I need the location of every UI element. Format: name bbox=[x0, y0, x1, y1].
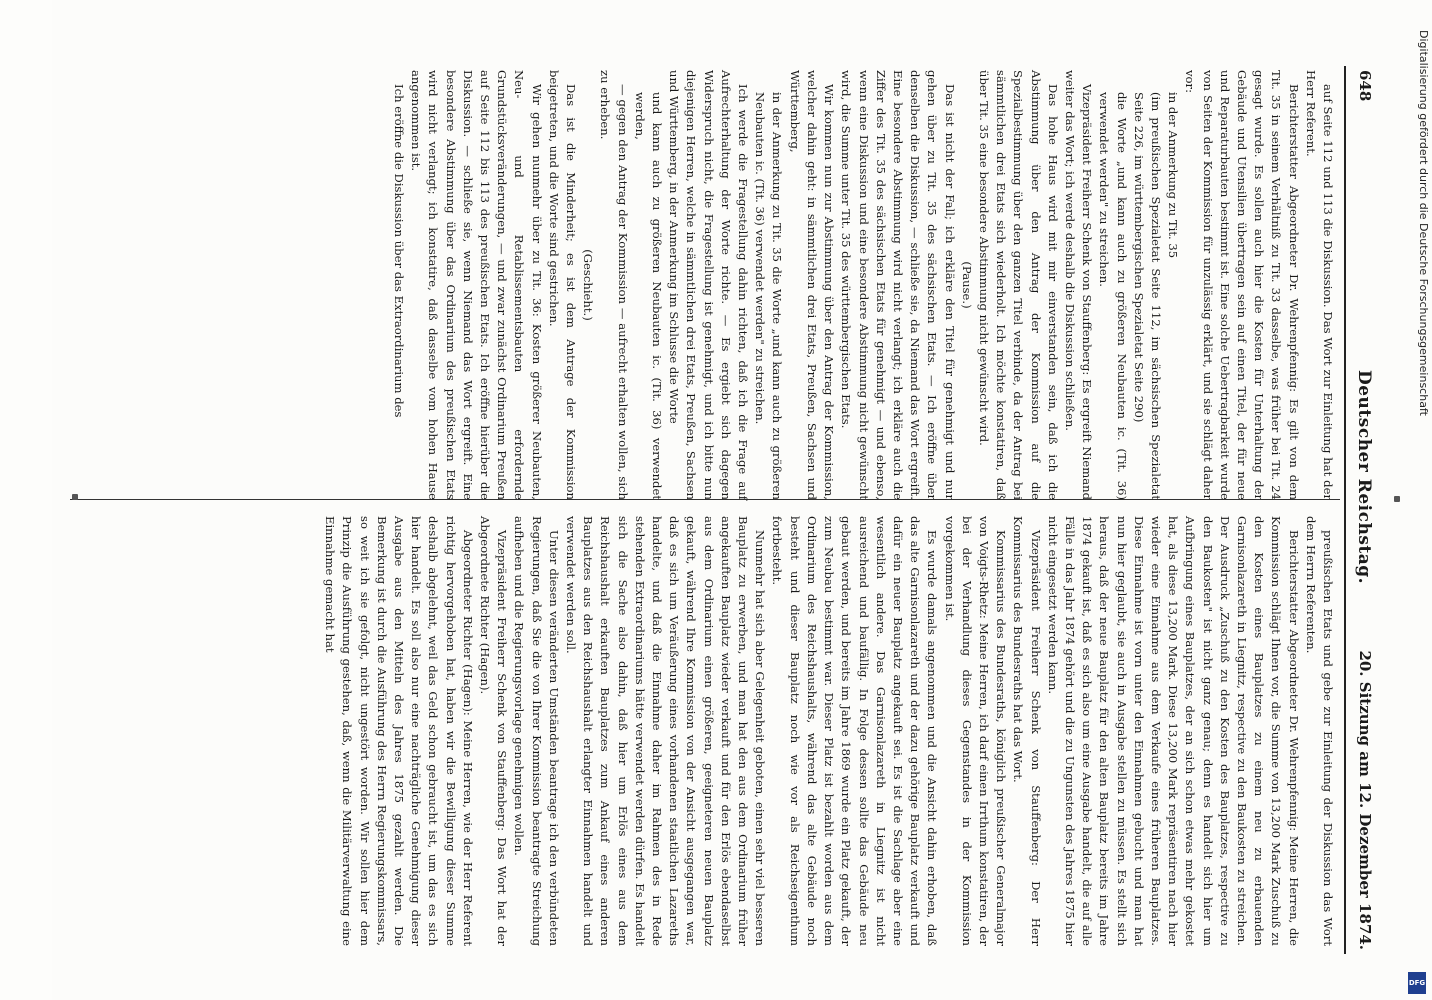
credit-text: Digitalisierung gefördert durch die Deutsche Forschungsgemeinschaft bbox=[1417, 30, 1430, 416]
paragraph: Kommissarius des Bundesraths, königlich preußischer Generalmajor von Voigts-Rhetz: Meine Herren, ich darf einen Irrthum konstatiren, der bei der Verhandlung dieses Gegenstandes in der Kommission vorgekommen ist. bbox=[942, 516, 1009, 946]
paragraph: Es wurde damals angenommen und die Ansicht dahin erhoben, daß das alte Garnisonlazareth und der dazu gehörige Bauplatz verkauft und dafür ein neuer Bauplatz angekauft sei. Es ist die Sachlage aber eine wesentlich andere. Das Garnisonlazareth in Liegnitz ist nicht ausreichend und baufällig. In Folge dessen sollte das Gebäude neu gebaut werden, und bereits im Jahre 1869 wurde ein Platz gekauft, der zum Neubau bestimmt war. Dieser Platz ist bezahlt worden aus dem Ordinarium des Reichshaushalts, während das alte Gebäude noch besteht und dieser Bauplatz noch wie vor als Reichseigenthum fortbesteht. bbox=[770, 516, 940, 946]
digitization-credit bbox=[1418, 30, 1432, 970]
paragraph: Ich eröffne die Diskussion über das Extraordinarium des bbox=[392, 84, 407, 418]
paragraph: Nunmehr hat sich aber Gelegenheit geboten, einen sehr viel besseren Bauplatz zu erwerben, und man hat den aus dem Ordinarium früher angekauften Bauplatz wieder verkauft und für den Erlös ebendaselbst aus dem Ordinarium einen größeren, geeigneteren neuen Bauplatz gekauft, während Ihre Kommission von der Ansicht ausgegangen war, daß es sich um Veräußerung eines vorhandenen staatlichen Lazareths handelte, und daß die Einnahme daher im Rahmen des in Rede stehenden Extraordinariums hätte verwendet werden dürfen. Es handelt sich die Sache also dahin, daß hier um Erlös eines aus dem Reichshaushalt erkauften Bauplatzes zum Ankauf eines anderen Bauplatzes aus den Reichshaushalt erlangter Einnahmen handelt und verwendet werden soll. bbox=[564, 516, 768, 946]
scan-mark bbox=[1394, 496, 1400, 502]
left-text-column bbox=[390, 70, 1336, 500]
stage-direction: (Geschieht.) bbox=[581, 249, 596, 321]
paragraph: preußischen Etats und gebe zur Einleitung der Diskussion das Wort dem Herrn Referenten. bbox=[1303, 516, 1335, 946]
page-number: 648 bbox=[1356, 70, 1374, 102]
paragraph: Vizepräsident Freiherr Schenk von Stauffenberg: Es ergreift Niemand weiter das Wort; ich werde deshalb die Diskussion schließen. bbox=[1062, 70, 1095, 500]
dfg-logo: DFG bbox=[1408, 972, 1426, 994]
paragraph: (im preußischen Spezialetat Seite 112, im sächsischen Spezialetat Seite 226, im württembergischen Spezialetat Seite 290) bbox=[1131, 92, 1163, 500]
header-rule bbox=[1344, 66, 1346, 954]
stage-direction: (Pause.) bbox=[959, 261, 974, 309]
paragraph: Berichterstatter Abgeordneter Dr. Wehrenpfennig: Es gilt von dem Tit. 35 in seinem Verhältniß zu Tit. 33 dasselbe, was früher bei Tit. 24 gesagt wurde. Es sollen auch hier die Kosten für Unterhaltung der Gebäude und Utensilien übertragen sein auf einen Titel, der für neue und Reparaturbauten bestimmt ist. Eine solche Uebertragbarkeit wurde von Seiten der Kommission für unzulässig erklärt, und sie schlägt daher vor: bbox=[1183, 70, 1301, 500]
paragraph: — gegen den Antrag der Kommission — aufrecht erhalten wollen, sich zu erheben. bbox=[598, 70, 630, 500]
paragraph: Wir kommen nun zur Abstimmung über den Antrag der Kommission, welcher dahin geht: in sämmtlichen drei Etats, Preußen, Sachsen und Württemberg, bbox=[787, 70, 837, 500]
page-header bbox=[1350, 70, 1374, 950]
paragraph: die Worte „und kann auch zu größeren Neubauten ic. (Tit. 36) verwendet werden" zu streichen. bbox=[1097, 92, 1129, 500]
session-date: 20. Sitzung am 12. Dezember 1874. bbox=[1356, 650, 1374, 950]
paragraph: Das ist nicht der Fall; ich erkläre den Titel für genehmigt und nur gehen über zu Tit. 35 des sächsischen Etats. — Ich eröffne über denselben die Diskussion, — schließe sie, da Niemand das Wort ergreift. Eine besondere Abstimmung wird nicht verlangt; ich erkläre auch die Ziffer des Tit. 35 des sächsischen Etats für genehmigt — und ebenso, wenn eine Diskussion und eine besondere Abstimmung nicht gewünscht wird, die Summe unter Tit. 35 des württembergischen Etats. bbox=[839, 70, 957, 500]
paragraph: Das ist die Minderheit; es ist dem Antrage der Kommission beigetreten, und die Worte sind gestrichen. bbox=[546, 70, 579, 500]
publication-title: Deutscher Reichstag. bbox=[1354, 370, 1374, 585]
paragraph: Vizepräsident Freiherr Schenk von Stauffenberg: Der Herr Kommissarius des Bundesraths hat das Wort. bbox=[1011, 516, 1043, 946]
paragraph: Wir gehen nunmehr über zu Tit. 36: Kosten größerer Neubauten, Neu- und Retablissementsbauten erfordernde Grundstücksveränderungen, — und zwar zunächst Ordinarium Preußen auf Seite 112 bis 113 des preußischen Etats. Ich eröffne hierüber die Diskussion. — schließe sie, wenn Niemand das Wort ergreift. Eine besondere Abstimmung über das Ordinarium des preußischen Etats wird nicht verlangt; ich konstatire, daß dasselbe vom hohen Hause angenommen ist. bbox=[409, 70, 544, 500]
column-divider bbox=[70, 499, 1340, 500]
paragraph: in der Anmerkung zu Tit. 35 die Worte „und kann auch zu größeren Neubauten ic. (Tit. 36) verwendet werden" zu streichen. bbox=[753, 92, 785, 500]
paragraph: in der Anmerkung zu Tit. 35 bbox=[1166, 92, 1181, 259]
right-text-column bbox=[321, 516, 1336, 946]
newspaper-page bbox=[52, 0, 1432, 1000]
paragraph: Vizepräsident Freiherr Schenk von Stauffenberg: Das Wort hat der Abgeordnete Richter (Hagen). bbox=[478, 516, 510, 946]
paragraph: Das hohe Haus wird mit mir einverstanden sein, daß ich die Abstimmung über den Antrag der Kommission auf die Spezialbestimmung über den ganzen Titel verbinde, da der Antrag bei sämmtlichen drei Etats sich wiederholt. Ich möchte konstatiren, daß über Tit. 35 eine besondere Abstimmung nicht gewünscht wird. bbox=[976, 70, 1060, 500]
paragraph: auf Seite 112 und 113 die Diskussion. Das Wort zur Einleitung hat der Herr Referent. bbox=[1303, 70, 1335, 500]
paragraph: und kann auch zu größeren Neubauten ic. (Tit. 36) verwendet werden, bbox=[632, 92, 665, 500]
scan-mark bbox=[72, 494, 78, 500]
paragraph: Abgeordneter Richter (Hagen): Meine Herren, wie der Herr Referent richtig hervorgehoben hat, haben wir die Bewilligung dieser Summe deshalb abgelehnt, weil das Geld schon gebraucht ist, um das es sich hier handelt. Es soll also nur eine nachträgliche Genehmigung dieser Ausgabe aus den Mitteln des Jahres 1875 gezahlt werden. Die Bemerkung ist durch die Ausführung des Herrn Regierungskommissars, so weit ich sie gefolgt, nicht ungestört worden. Wir sollen hier dem Prinzip die Ausführung gestehen, daß, wenn die Militärverwaltung eine Einnahme gemacht hat bbox=[323, 516, 475, 946]
paragraph: Berichterstatter Abgeordneter Dr. Wehrenpfennig: Meine Herren, die Kommission schlägt Ihnen vor, die Summe von 13,200 Mark Zuschuß zu den Kosten eines Bauplatzes zu einem neu zu erbauenden Garnisonlazareth in Liegnitz, respective zu den Baukosten zu streichen. Der Ausdruck „Zuschuß zu den Kosten des Bauplatzes, respective zu den Baukosten" ist nicht ganz genau; denn es handelt sich hier um Aufbringung eines Bauplatzes, der an sich schon etwas mehr gekostet hat, als diese 13,200 Mark. Diese 13,200 Mark repräsentiren nach hier wieder eine Einnahme aus dem Verkaufe eines früheren Bauplatzes. Diese Einnahme ist vorn unter den Einnahmen gebucht und man hat nun hier geglaubt, sie auch in Ausgabe stellen zu müssen. Es stellt sich heraus, daß der neue Bauplatz für den alten Bauplatz bereits im Jahre 1874 gekauft ist, daß es sich also um eine Ausgabe handelt, die auf alle Fälle in das Jahr 1874 gehört und die zu Ungunsten des Jahres 1875 hier nicht eingesetzt werden kann. bbox=[1045, 516, 1301, 946]
paragraph: Ich werde die Fragestellung dahin richten, daß ich die Frage auf Aufrechterhaltung der Worte richte. — Es ergiebt sich dagegen Widerspruch nicht, die Fragestellung ist genehmigt, und ich bitte nun diejenigen Herren, welche in sämmtlichen drei Etats, Preußen, Sachsen und Württemberg, in der Anmerkung im Schlusse die Worte bbox=[667, 70, 751, 500]
paragraph: Unter diesen veränderten Umständen beantrage ich den verbündeten Regierungen, daß Sie die von Ihrer Kommission beantragte Streichung aufheben und die Regierungsvorlage genehmigen wollen. bbox=[512, 516, 561, 946]
